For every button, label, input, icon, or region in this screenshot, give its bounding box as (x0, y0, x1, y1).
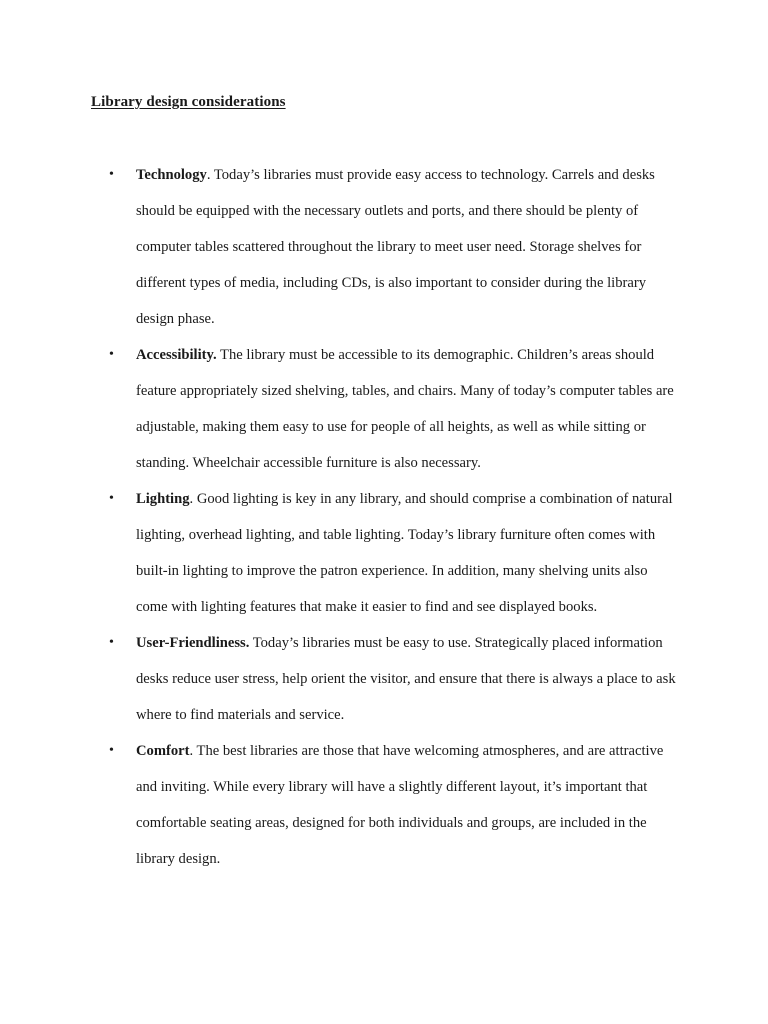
list-item-user-friendliness (0, 625, 768, 733)
list-item-accessibility (0, 337, 768, 481)
list-item-lighting (0, 481, 768, 625)
bullet-icon: • (109, 491, 114, 506)
item-text: The library must be accessible to its demographic. Children’s areas should feature appropriately sized shelving, tables, and chairs. Many of today’s computer tables are adjustable, making them easy to use for people of all heights, as well as while sitting or standing. Wheelchair accessible furniture is also necessary. (136, 347, 674, 471)
list-item-technology (0, 157, 768, 337)
considerations-list (0, 157, 768, 877)
bullet-icon: • (109, 635, 114, 650)
list-item-comfort (0, 733, 768, 877)
bullet-icon: • (109, 347, 114, 362)
bullet-icon: • (109, 743, 114, 758)
item-text: Today’s libraries must be easy to use. Strategically placed information desks reduce user stress, help orient the visitor, and ensure that there is always a place to ask where to find materials and service. (136, 635, 676, 723)
item-heading: Technology (136, 167, 207, 183)
item-heading: Comfort (136, 743, 190, 759)
item-text: . Today’s libraries must provide easy access to technology. Carrels and desks should be equipped with the necessary outlets and ports, and there should be plenty of computer tables scattered throughout the library to meet user need. Storage shelves for different types of media, including CDs, is also important to consider during the library design phase. (136, 167, 655, 327)
bullet-icon: • (109, 167, 114, 182)
document-title: Library design considerations (91, 94, 286, 110)
item-text: . Good lighting is key in any library, and should comprise a combination of natural lighting, overhead lighting, and table lighting. Today’s library furniture often comes with built-in lighting to improve the patron experience. In addition, many shelving units also come with lighting features that make it easier to find and see displayed books. (136, 491, 673, 615)
item-text: . The best libraries are those that have welcoming atmospheres, and are attractive and inviting. While every library will have a slightly different layout, it’s important that comfortable seating areas, designed for both individuals and groups, are included in the library design. (136, 743, 664, 867)
item-heading: Accessibility. (136, 347, 217, 363)
item-heading: Lighting (136, 491, 190, 507)
item-heading: User-Friendliness. (136, 635, 250, 651)
